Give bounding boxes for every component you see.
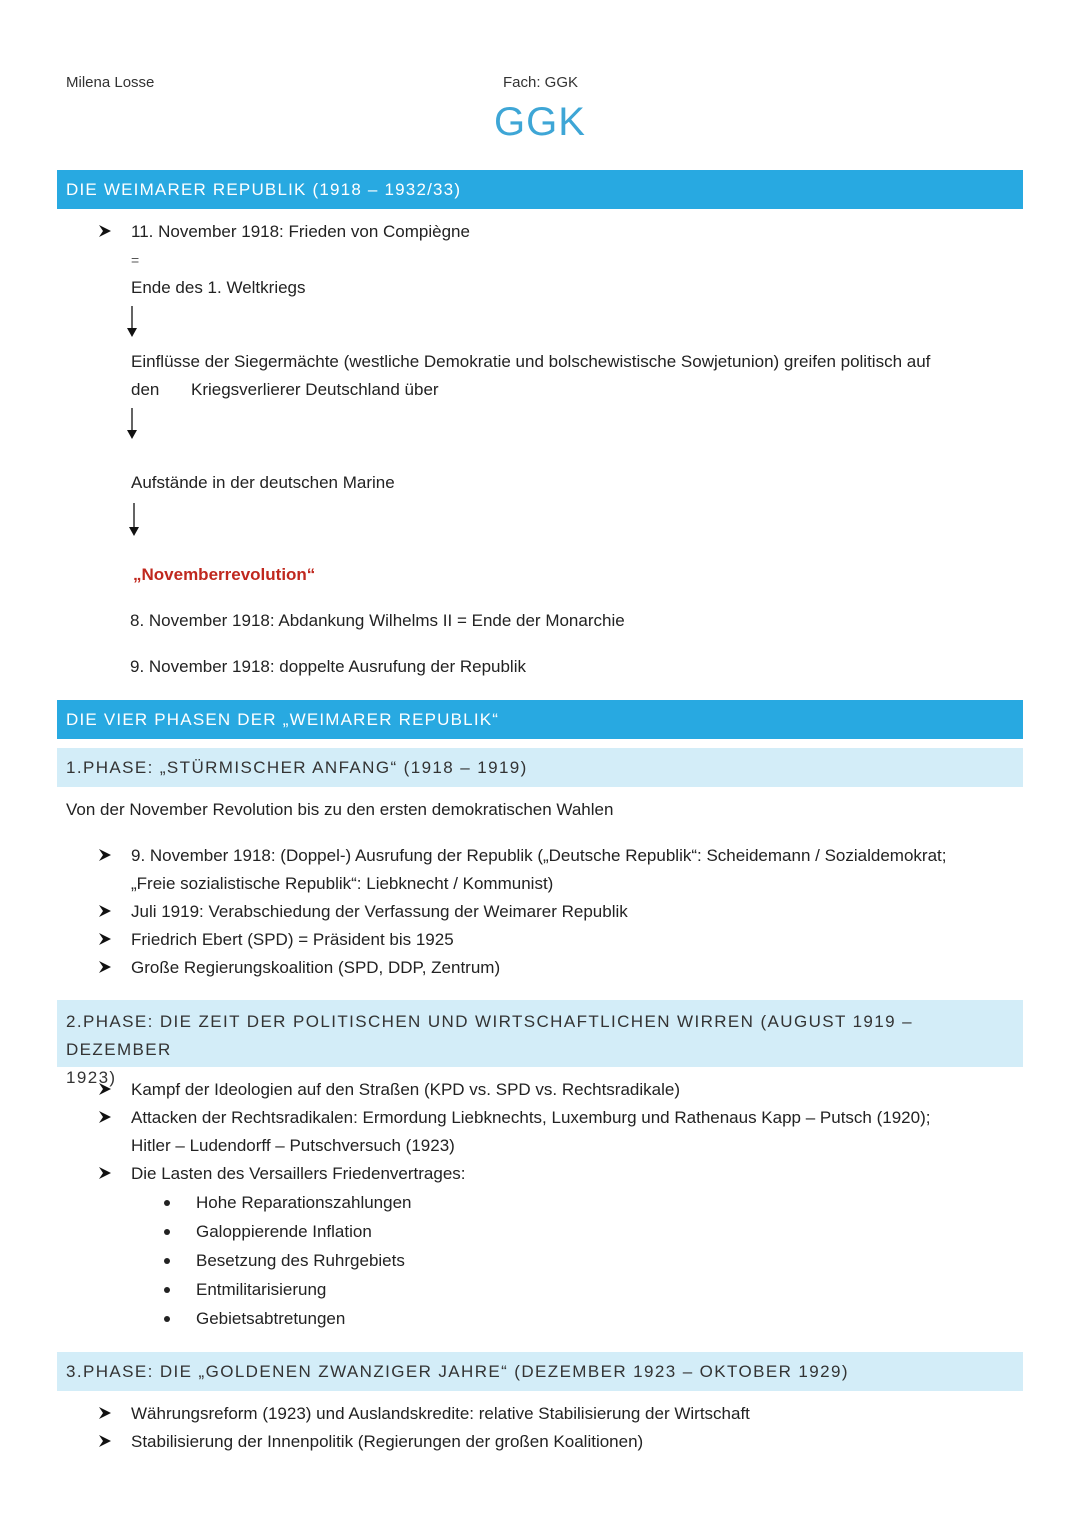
- section-heading-vier-phasen: DIE VIER PHASEN DER „WEIMARER REPUBLIK“: [57, 700, 1023, 739]
- arrow-bullet-icon: [98, 960, 112, 974]
- phase2-sub-item: Gebietsabtretungen: [196, 1309, 346, 1328]
- phase2-heading-line-2: 1923): [66, 1068, 117, 1087]
- phase2-bullet-2-line-2: Hitler – Ludendorff – Putschversuch (1923): [131, 1136, 455, 1155]
- phase2-bullet-3: Die Lasten des Versaillers Friedenvertrages:: [131, 1164, 466, 1183]
- section-heading-weimarer-republik: DIE WEIMARER REPUBLIK (1918 – 1932/33): [57, 170, 1023, 209]
- influence-line-2a: den: [131, 380, 160, 399]
- bullet-dot-icon: [164, 1287, 170, 1293]
- arrow-bullet-icon: [98, 904, 112, 918]
- phase1-bullet-3: Friedrich Ebert (SPD) = Präsident bis 1925: [131, 930, 454, 949]
- phase2-heading-line-1: 2.PHASE: DIE ZEIT DER POLITISCHEN UND WIRTSCHAFTLICHEN WIRREN (AUGUST 1919 – DEZEMBER: [66, 1012, 913, 1059]
- phase2-heading: [57, 1000, 1023, 1087]
- compiegne-line: 11. November 1918: Frieden von Compiègne: [131, 222, 470, 241]
- phase2-sub-item: Entmilitarisierung: [196, 1280, 327, 1299]
- equals-sign: =: [131, 252, 140, 268]
- phase1-bullet-4: Große Regierungskoalition (SPD, DDP, Zentrum): [131, 958, 501, 977]
- author-name: Milena Losse: [66, 74, 155, 91]
- bullet-dot-icon: [164, 1229, 170, 1235]
- end-of-war-line: Ende des 1. Weltkriegs: [131, 278, 306, 297]
- phase2-sub-item: Hohe Reparationszahlungen: [196, 1193, 412, 1212]
- arrow-bullet-icon: [98, 1082, 112, 1096]
- bullet-dot-icon: [164, 1258, 170, 1264]
- arrow-bullet-icon: [98, 848, 112, 862]
- bullet-dot-icon: [164, 1200, 170, 1206]
- phase1-bullet-2: Juli 1919: Verabschiedung der Verfassung der Weimarer Republik: [131, 902, 628, 921]
- uprising-line: Aufstände in der deutschen Marine: [131, 473, 395, 492]
- down-arrow-icon: [128, 503, 140, 537]
- phase1-bullet-1-line-2: „Freie sozialistische Republik“: Liebknecht / Kommunist): [131, 874, 554, 893]
- phase3-bullet-1: Währungsreform (1923) und Auslandskredite: relative Stabilisierung der Wirtschaft: [131, 1404, 750, 1423]
- phase2-bullet-1: Kampf der Ideologien auf den Straßen (KPD vs. SPD vs. Rechtsradikale): [131, 1080, 680, 1099]
- influence-line-1: Einflüsse der Siegermächte (westliche Demokratie und bolschewistische Sowjetunion) greifen politisch auf: [131, 352, 931, 371]
- arrow-bullet-icon: [98, 1406, 112, 1420]
- phase1-heading: 1.PHASE: „STÜRMISCHER ANFANG“ (1918 – 1919): [57, 748, 1023, 787]
- abdication-line: 8. November 1918: Abdankung Wilhelms II = Ende der Monarchie: [130, 611, 625, 630]
- bullet-dot-icon: [164, 1316, 170, 1322]
- phase1-intro: Von der November Revolution bis zu den ersten demokratischen Wahlen: [66, 800, 614, 819]
- proclamation-line: 9. November 1918: doppelte Ausrufung der Republik: [130, 657, 526, 676]
- influence-line-2b: Kriegsverlierer Deutschland über: [191, 380, 439, 399]
- arrow-bullet-icon: [98, 224, 112, 238]
- arrow-bullet-icon: [98, 1110, 112, 1124]
- subject-label: Fach: GGK: [503, 74, 579, 91]
- arrow-bullet-icon: [98, 1434, 112, 1448]
- arrow-bullet-icon: [98, 1166, 112, 1180]
- phase2-bullet-2-line-1: Attacken der Rechtsradikalen: Ermordung Liebknechts, Luxemburg und Rathenaus Kapp – Putsch (1920);: [131, 1108, 931, 1127]
- phase2-sub-item: Besetzung des Ruhrgebiets: [196, 1251, 405, 1270]
- arrow-bullet-icon: [98, 932, 112, 946]
- phase3-bullet-2: Stabilisierung der Innenpolitik (Regierungen der großen Koalitionen): [131, 1432, 644, 1451]
- phase2-sub-item: Galoppierende Inflation: [196, 1222, 372, 1241]
- down-arrow-icon: [126, 408, 138, 440]
- novemberrevolution-label: „Novemberrevolution“: [133, 565, 316, 584]
- phase1-bullet-1-line-1: 9. November 1918: (Doppel-) Ausrufung der Republik („Deutsche Republik“: Scheidemann / Sozialdemokrat;: [131, 846, 947, 865]
- page-title: GGK: [494, 100, 586, 144]
- down-arrow-icon: [126, 306, 138, 338]
- phase3-heading: 3.PHASE: DIE „GOLDENEN ZWANZIGER JAHRE“ (DEZEMBER 1923 – OKTOBER 1929): [57, 1352, 1023, 1391]
